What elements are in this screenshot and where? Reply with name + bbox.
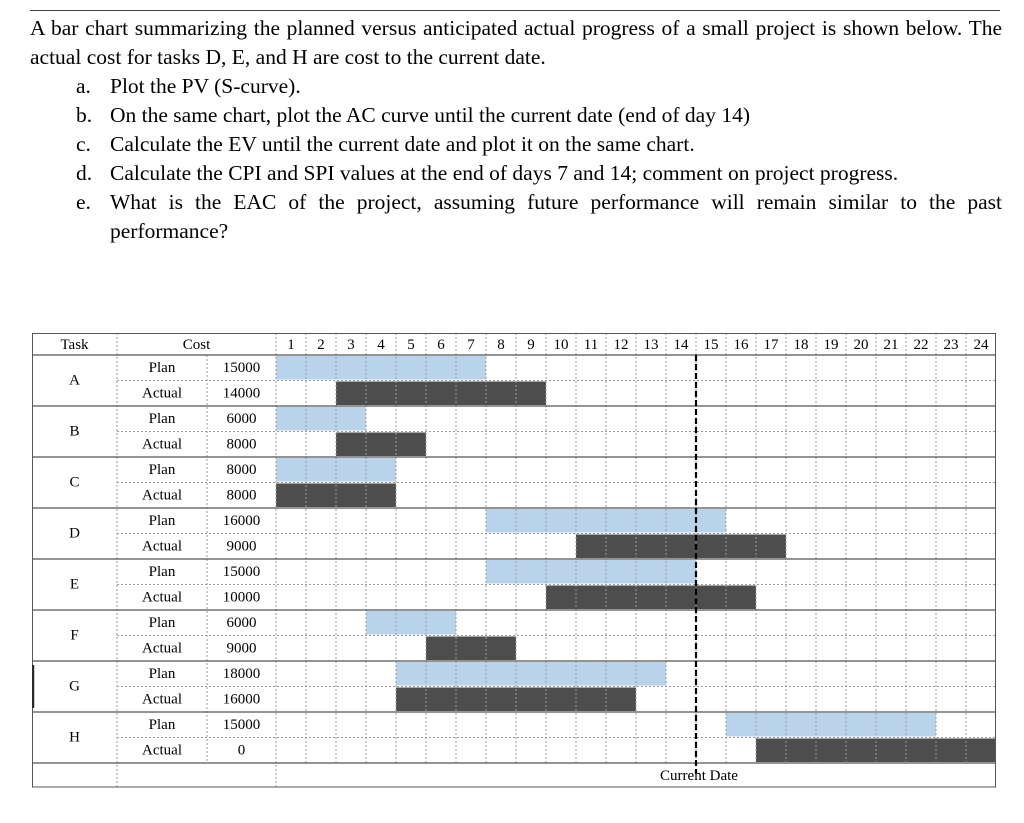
part-a-text: Plot the PV (S-curve).: [110, 74, 301, 98]
task-label-F: F: [70, 627, 79, 644]
day-header-22: 22: [913, 337, 929, 353]
plan-cost-C: 8000: [226, 461, 257, 478]
actual-cost-C: 8000: [226, 487, 257, 504]
plan-label-E: Plan: [148, 563, 176, 580]
actual-label-E: Actual: [142, 589, 182, 606]
task-label-C: C: [69, 474, 80, 491]
actual-bar-task-C: [276, 484, 396, 508]
task-label-G: G: [69, 678, 80, 695]
plan-bar-task-B: [276, 407, 366, 431]
cost-column-header: Cost: [182, 337, 211, 353]
day-header-5: 5: [407, 337, 415, 353]
day-header-7: 7: [467, 337, 475, 353]
actual-cost-D: 9000: [226, 538, 257, 555]
task-label-D: D: [69, 525, 80, 542]
actual-cost-F: 9000: [226, 640, 257, 657]
part-d-letter: d.: [76, 161, 93, 185]
gantt-chart: [32, 333, 1000, 793]
day-header-18: 18: [793, 337, 809, 353]
day-header-2: 2: [317, 337, 325, 353]
plan-label-D: Plan: [148, 512, 176, 529]
actual-bar-task-A: [336, 382, 546, 406]
plan-cost-E: 15000: [222, 563, 261, 580]
day-header-4: 4: [377, 337, 385, 353]
plan-cost-A: 15000: [222, 359, 261, 376]
day-header-13: 13: [643, 337, 659, 353]
part-d: [30, 159, 1002, 188]
actual-cost-G: 16000: [222, 691, 261, 708]
actual-bar-task-B: [336, 433, 426, 457]
part-a: [30, 72, 1002, 101]
actual-bar-task-D: [576, 535, 786, 559]
problem-intro: A bar chart summarizing the planned versus anticipated actual progress of a small project is shown below. The actual cost for tasks D, E, and H are cost to the current date.: [30, 16, 1002, 69]
plan-label-C: Plan: [148, 461, 176, 478]
task-label-H: H: [69, 729, 80, 746]
plan-label-H: Plan: [148, 716, 176, 733]
current-date-label: Current Date: [660, 768, 738, 784]
day-header-14: 14: [673, 337, 689, 353]
part-c-letter: c.: [76, 132, 91, 156]
part-e: [30, 188, 1002, 246]
plan-bar-task-E: [486, 560, 696, 584]
part-a-letter: a.: [76, 74, 91, 98]
plan-cost-B: 6000: [226, 410, 257, 427]
plan-bar-task-H: [726, 713, 936, 737]
plan-bar-task-G: [396, 662, 666, 686]
plan-label-A: Plan: [148, 359, 176, 376]
task-label-A: A: [69, 372, 80, 389]
actual-bar-task-E: [546, 586, 756, 610]
actual-label-G: Actual: [142, 691, 182, 708]
day-header-17: 17: [763, 337, 779, 353]
day-header-16: 16: [733, 337, 749, 353]
actual-label-C: Actual: [142, 487, 182, 504]
actual-cost-B: 8000: [226, 436, 257, 453]
part-c: [30, 130, 1002, 159]
part-d-text: Calculate the CPI and SPI values at the end of days 7 and 14; comment on project progress.: [110, 161, 899, 185]
part-e-letter: e.: [76, 190, 91, 214]
problem-statement: [30, 14, 1002, 246]
actual-cost-A: 14000: [222, 385, 261, 402]
plan-label-B: Plan: [148, 410, 176, 427]
day-header-21: 21: [883, 337, 899, 353]
day-header-24: 24: [973, 337, 989, 353]
actual-bar-task-F: [426, 637, 516, 661]
actual-cost-H: 0: [237, 742, 246, 759]
actual-label-B: Actual: [142, 436, 182, 453]
plan-label-F: Plan: [148, 614, 176, 631]
actual-cost-E: 10000: [222, 589, 261, 606]
plan-bar-task-F: [366, 611, 456, 635]
day-header-6: 6: [437, 337, 445, 353]
top-rule: [30, 10, 1000, 11]
actual-label-D: Actual: [142, 538, 182, 555]
actual-label-A: Actual: [142, 385, 182, 402]
task-label-B: B: [69, 423, 80, 440]
day-header-10: 10: [553, 337, 569, 353]
part-c-text: Calculate the EV until the current date and plot it on the same chart.: [110, 132, 695, 156]
day-header-3: 3: [347, 337, 355, 353]
actual-bar-task-G: [396, 688, 636, 712]
day-header-8: 8: [497, 337, 505, 353]
plan-bar-task-D: [486, 509, 726, 533]
actual-label-H: Actual: [142, 742, 182, 759]
part-b: [30, 101, 1002, 130]
day-header-9: 9: [527, 337, 535, 353]
plan-cost-F: 6000: [226, 614, 257, 631]
day-header-1: 1: [287, 337, 295, 353]
plan-cost-H: 15000: [222, 716, 261, 733]
plan-cost-G: 18000: [222, 665, 261, 682]
day-header-12: 12: [613, 337, 629, 353]
actual-label-F: Actual: [142, 640, 182, 657]
part-b-letter: b.: [76, 103, 93, 127]
day-header-20: 20: [853, 337, 869, 353]
task-label-E: E: [69, 576, 80, 593]
day-header-19: 19: [823, 337, 839, 353]
task-column-header: Task: [60, 337, 89, 353]
part-b-text: On the same chart, plot the AC curve until the current date (end of day 14): [110, 103, 751, 127]
day-header-23: 23: [943, 337, 959, 353]
plan-label-G: Plan: [148, 665, 176, 682]
day-header-11: 11: [583, 337, 599, 353]
plan-cost-D: 16000: [222, 512, 261, 529]
part-e-text: What is the EAC of the project, assuming future performance will remain similar to the past performance?: [110, 190, 1002, 243]
day-header-15: 15: [703, 337, 719, 353]
plan-bar-task-A: [276, 356, 486, 380]
problem-parts-list: [30, 72, 1002, 246]
